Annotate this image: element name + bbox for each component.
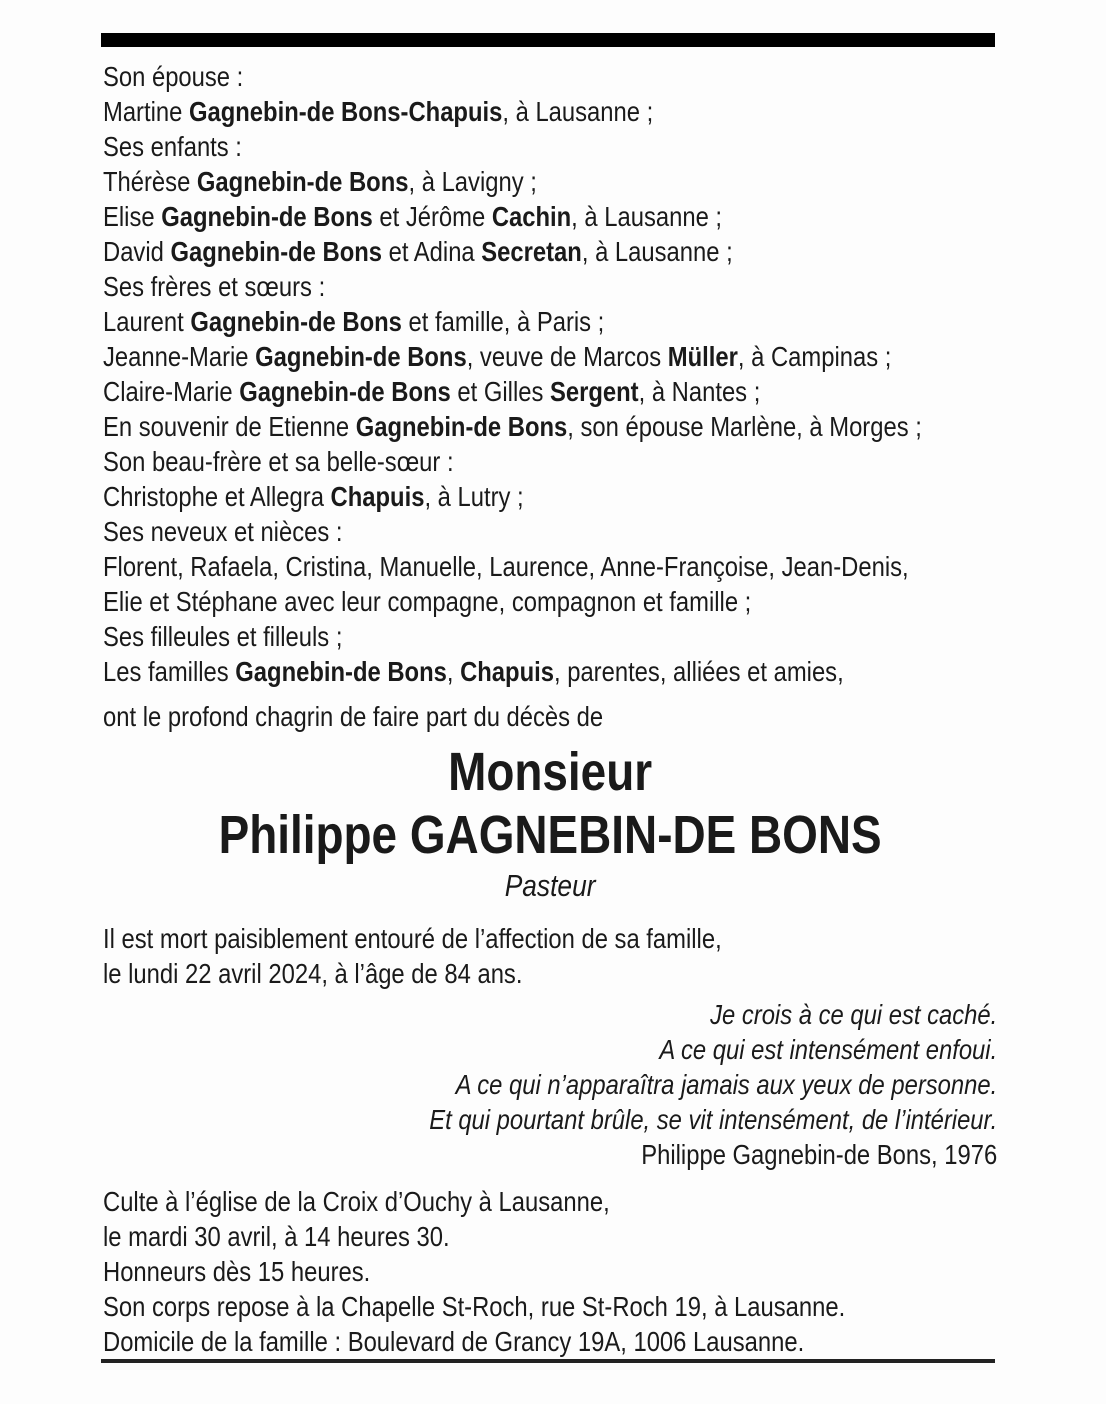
family-notice-list bbox=[103, 59, 997, 689]
memorial-quote bbox=[103, 997, 997, 1137]
text-run: et Gilles bbox=[450, 376, 550, 407]
text-run: , à Lavigny ; bbox=[408, 166, 537, 197]
text-run: Ses frères et sœurs : bbox=[103, 271, 326, 302]
text-run: et Adina bbox=[382, 236, 482, 267]
text-run: , son épouse Marlène, à Morges ; bbox=[567, 411, 922, 442]
text-run: , à Campinas ; bbox=[737, 341, 892, 372]
family-line bbox=[103, 94, 997, 129]
family-line bbox=[103, 444, 997, 479]
top-border-bar bbox=[101, 33, 995, 47]
family-line bbox=[103, 549, 997, 584]
text-run: Jeanne-Marie bbox=[103, 341, 256, 372]
text-run: Thérèse bbox=[103, 166, 197, 197]
family-name-bold: Sergent bbox=[549, 376, 639, 407]
family-line bbox=[103, 584, 997, 619]
text-run: , à Lausanne ; bbox=[581, 236, 733, 267]
family-name-bold: Gagnebin-de Bons bbox=[190, 306, 402, 337]
family-name-bold: Gagnebin-de Bons bbox=[170, 236, 383, 267]
family-line bbox=[103, 514, 997, 549]
family-name-bold: Gagnebin-de Bons bbox=[255, 341, 467, 372]
text-run: Elie et Stéphane avec leur compagne, compagnon et famille ; bbox=[103, 586, 752, 617]
family-line bbox=[103, 129, 997, 164]
family-name-bold: Cachin bbox=[491, 201, 572, 232]
text-run: Florent, Rafaela, Cristina, Manuelle, Laurence, Anne-Françoise, Jean-Denis, bbox=[103, 551, 909, 582]
text-run: Laurent bbox=[103, 306, 191, 337]
family-line bbox=[103, 234, 997, 269]
ceremony-line: Son corps repose à la Chapelle St-Roch, rue St-Roch 19, à Lausanne. bbox=[103, 1291, 846, 1322]
text-run: , veuve de Marcos bbox=[466, 341, 668, 372]
death-line: le lundi 22 avril 2024, à l’âge de 84 ans. bbox=[103, 958, 523, 989]
text-run: David bbox=[103, 236, 171, 267]
quote-line: Je crois à ce qui est caché. bbox=[710, 999, 998, 1030]
family-name-bold: Gagnebin-de Bons-Chapuis bbox=[188, 96, 503, 127]
salutation-title: Monsieur bbox=[448, 742, 653, 802]
text-run: Claire-Marie bbox=[103, 376, 240, 407]
deceased-role: Pasteur bbox=[504, 868, 596, 903]
family-line bbox=[103, 409, 997, 444]
text-run: , à Lausanne ; bbox=[571, 201, 723, 232]
family-name-bold: Chapuis bbox=[330, 481, 425, 512]
text-run: Elise bbox=[103, 201, 162, 232]
text-run: Les familles bbox=[103, 656, 236, 687]
text-run: En souvenir de Etienne bbox=[103, 411, 356, 442]
text-run: Son épouse : bbox=[103, 61, 244, 92]
death-line: Il est mort paisiblement entouré de l’affection de sa famille, bbox=[103, 923, 722, 954]
ceremony-line: Domicile de la famille : Boulevard de Grancy 19A, 1006 Lausanne. bbox=[103, 1326, 805, 1357]
intro-line: ont le profond chagrin de faire part du décès de bbox=[103, 701, 604, 732]
text-run: Christophe et Allegra bbox=[103, 481, 331, 512]
notice-content bbox=[103, 59, 997, 1359]
family-name-bold: Gagnebin-de Bons bbox=[239, 376, 451, 407]
text-run: Ses filleules et filleuls ; bbox=[103, 621, 343, 652]
family-line bbox=[103, 304, 997, 339]
family-line bbox=[103, 199, 997, 234]
quote-attribution: Philippe Gagnebin-de Bons, 1976 bbox=[641, 1139, 998, 1170]
family-name-bold: Gagnebin-de Bons bbox=[355, 411, 568, 442]
text-run: , à Lausanne ; bbox=[502, 96, 654, 127]
text-run: et famille, à Paris ; bbox=[401, 306, 605, 337]
text-run: , bbox=[446, 656, 461, 687]
family-name-bold: Gagnebin-de Bons bbox=[196, 166, 409, 197]
quote-line: A ce qui n’apparaîtra jamais aux yeux de personne. bbox=[455, 1069, 998, 1100]
deceased-name: Philippe GAGNEBIN-DE BONS bbox=[218, 805, 882, 865]
quote-line: A ce qui est intensément enfoui. bbox=[659, 1034, 998, 1065]
family-line bbox=[103, 619, 997, 654]
ceremony-details bbox=[103, 1184, 997, 1359]
family-name-bold: Gagnebin-de Bons bbox=[235, 656, 447, 687]
text-run: , à Lutry ; bbox=[424, 481, 524, 512]
quote-line: Et qui pourtant brûle, se vit intensément, de l’intérieur. bbox=[429, 1104, 998, 1135]
family-name-bold: Secretan bbox=[481, 236, 582, 267]
text-run: et Jérôme bbox=[372, 201, 492, 232]
family-line bbox=[103, 654, 997, 689]
family-line bbox=[103, 59, 997, 94]
family-line bbox=[103, 269, 997, 304]
bottom-border-rule bbox=[101, 1359, 995, 1363]
family-name-bold: Chapuis bbox=[460, 656, 554, 687]
family-name-bold: Müller bbox=[667, 341, 738, 372]
text-run: , parentes, alliées et amies, bbox=[553, 656, 844, 687]
ceremony-line: le mardi 30 avril, à 14 heures 30. bbox=[103, 1221, 450, 1252]
text-run: Ses neveux et nièces : bbox=[103, 516, 343, 547]
text-run: Martine bbox=[103, 96, 189, 127]
family-line bbox=[103, 339, 997, 374]
ceremony-line: Honneurs dès 15 heures. bbox=[103, 1256, 371, 1287]
text-run: , à Nantes ; bbox=[638, 376, 761, 407]
family-line bbox=[103, 164, 997, 199]
ceremony-line: Culte à l’église de la Croix d’Ouchy à Lausanne, bbox=[103, 1186, 610, 1217]
family-line bbox=[103, 374, 997, 409]
death-announcement bbox=[103, 921, 997, 991]
family-name-bold: Gagnebin-de Bons bbox=[161, 201, 373, 232]
family-line bbox=[103, 479, 997, 514]
text-run: Ses enfants : bbox=[103, 131, 242, 162]
text-run: Son beau-frère et sa belle-sœur : bbox=[103, 446, 454, 477]
